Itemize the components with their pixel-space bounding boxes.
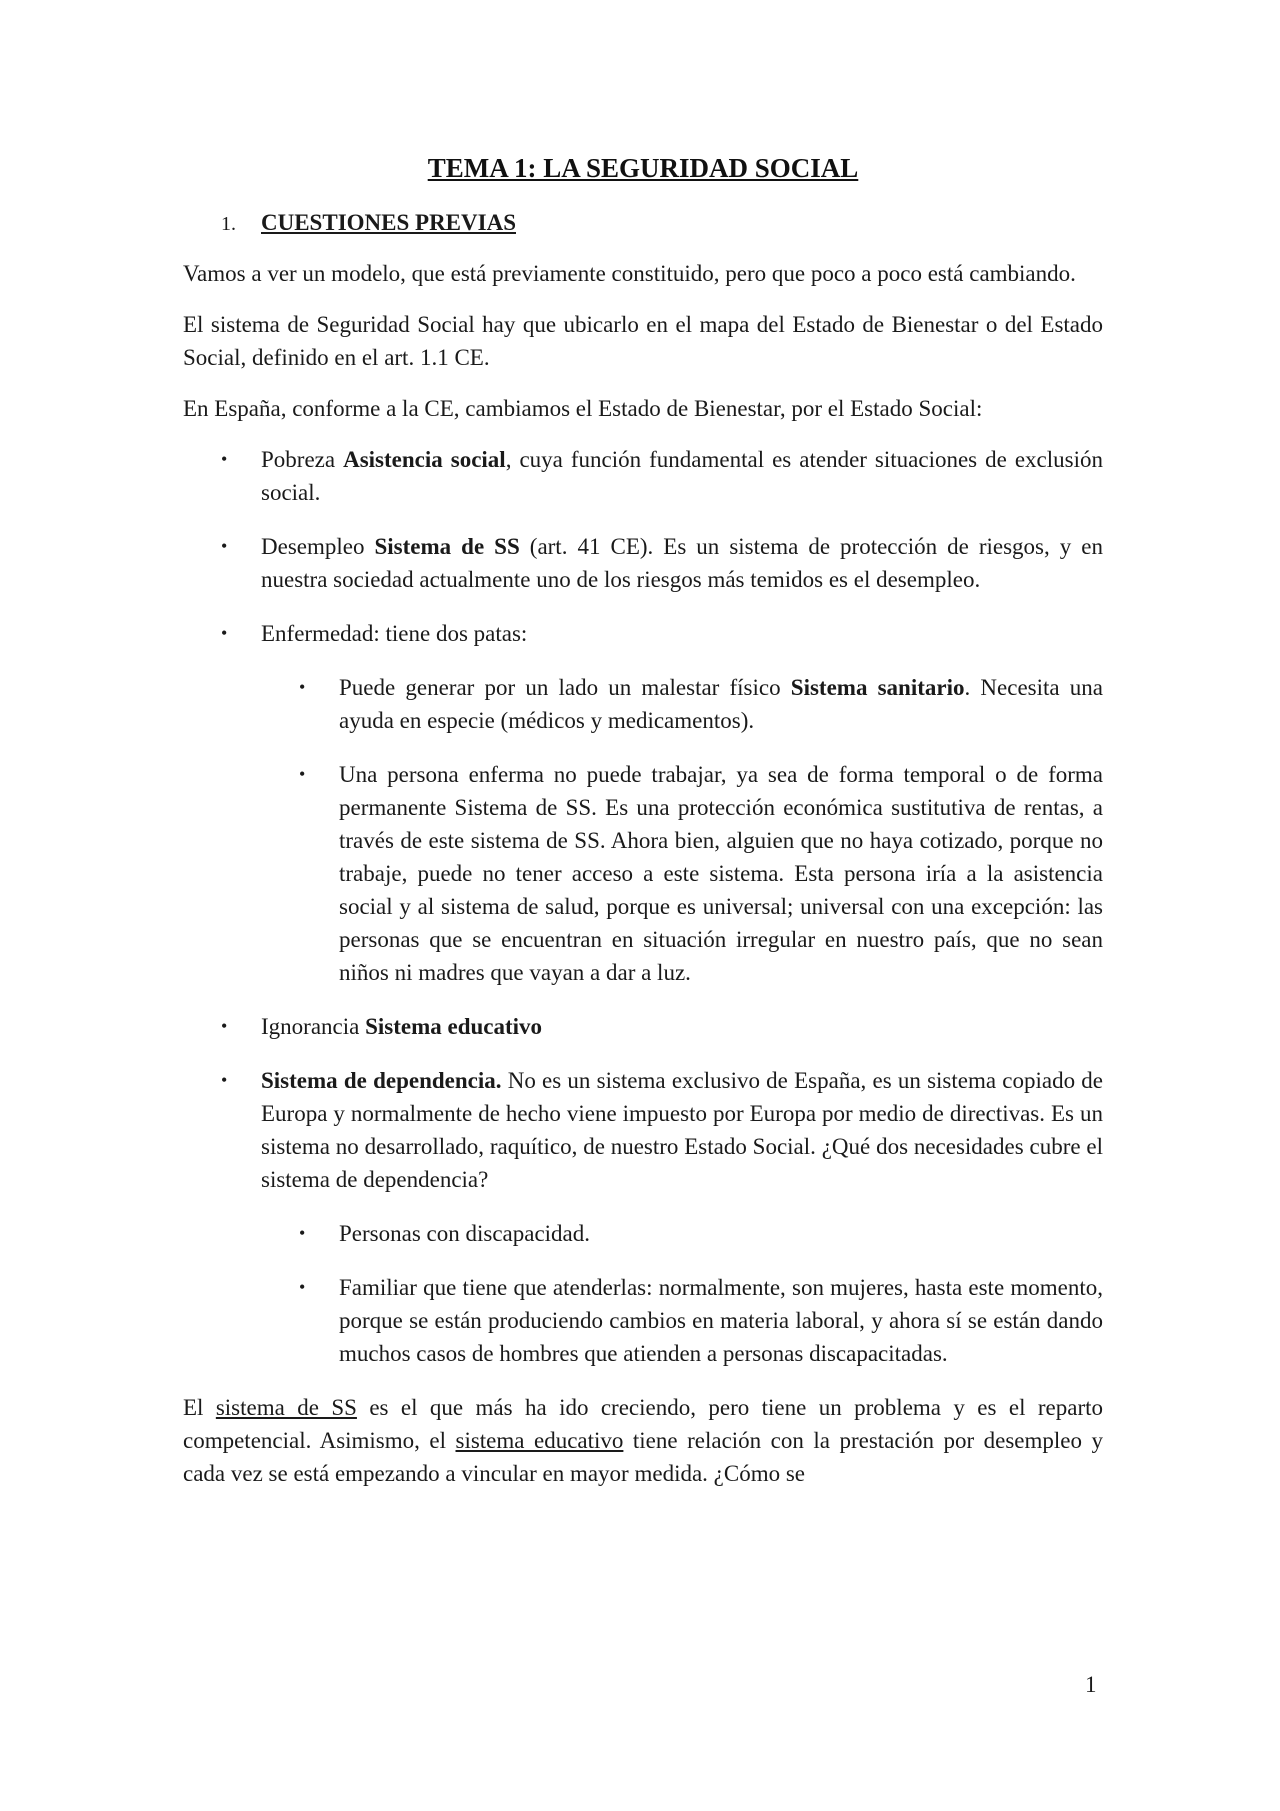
list-item-enfermedad (183, 617, 1103, 989)
sub-item-familiar (261, 1271, 1103, 1370)
item-text: Personas con discapacidad. (339, 1221, 591, 1246)
item-lead: Ignorancia (261, 1014, 366, 1039)
bullet-icon: • (299, 1223, 306, 1243)
sub-list-enfermedad (261, 671, 1103, 989)
list-item-dependencia (183, 1064, 1103, 1370)
sub-list-dependencia (261, 1217, 1103, 1370)
page-number: 1 (1085, 1672, 1097, 1697)
paragraph-ubicacion: El sistema de Seguridad Social hay que ubicarlo en el mapa del Estado de Bienestar o del Estado Social, definido en el art. 1.1 CE. (183, 312, 1103, 370)
item-rest: , cuya función fundamental es atender situaciones de exclusión social. (261, 447, 1103, 505)
closing-text: es el que más ha ido creciendo, pero tiene un problema y es el reparto competencial. Asimismo, el (183, 1395, 1103, 1453)
item-rest: (art. 41 CE). Es un sistema de protección de riesgos, y en nuestra sociedad actualmente uno de los riesgos más temidos es el desempleo. (261, 534, 1103, 592)
item-text: Familiar que tiene que atenderlas: normalmente, son mujeres, hasta este momento, porque se están produciendo cambios en materia laboral, y ahora sí se están dando muchos casos de hombres que atienden a personas discapacitadas. (339, 1275, 1103, 1366)
bullet-icon: • (299, 1277, 306, 1297)
sub-item-trabajo (261, 758, 1103, 989)
bullet-icon: • (221, 449, 228, 469)
section-title: CUESTIONES PREVIAS (261, 210, 516, 235)
bullet-icon: • (299, 677, 306, 697)
bullet-icon: • (221, 623, 228, 643)
item-bold: Sistema de SS (374, 534, 520, 559)
item-lead: Pobreza (261, 447, 344, 472)
section-heading (221, 206, 1103, 241)
list-item-desempleo (183, 530, 1103, 596)
list-item-ignorancia (183, 1010, 1103, 1043)
item-rest: . Necesita una ayuda en especie (médicos y medicamentos). (339, 675, 1103, 733)
item-lead: Puede generar por un lado un malestar físico (339, 675, 791, 700)
item-rest: No es un sistema exclusivo de España, es un sistema copiado de Europa y normalmente de hecho viene impuesto por Europa por medio de directivas. Es un sistema no desarrollado, raquítico, de nuestro Estado Social. ¿Qué dos necesidades cubre el sistema de dependencia? (261, 1068, 1103, 1192)
item-bold: Asistencia social (343, 447, 506, 472)
document-page (183, 150, 1103, 1508)
closing-text: tiene relación con la prestación por desempleo y cada vez se está empezando a vincular en mayor medida. ¿Cómo se (183, 1428, 1103, 1486)
document-title: TEMA 1: LA SEGURIDAD SOCIAL (427, 153, 859, 183)
closing-underline: sistema educativo (455, 1428, 624, 1453)
item-text: Enfermedad: tiene dos patas: (261, 621, 528, 646)
paragraph-intro: Vamos a ver un modelo, que está previamente constituido, pero que poco a poco está cambiando. (183, 261, 1076, 286)
bullet-icon: • (221, 1016, 228, 1036)
sub-item-discapacidad (261, 1217, 1103, 1250)
item-bold: Sistema educativo (365, 1014, 543, 1039)
list-item-pobreza (183, 443, 1103, 509)
section-number: 1. (221, 213, 236, 235)
bullet-icon: • (221, 536, 228, 556)
item-lead: Desempleo (261, 534, 375, 559)
sub-item-malestar (261, 671, 1103, 737)
bullet-icon: • (221, 1070, 228, 1090)
needs-list (183, 443, 1103, 1370)
item-bold: Sistema sanitario (790, 675, 965, 700)
closing-text: El (183, 1395, 216, 1420)
item-text: Una persona enferma no puede trabajar, ya sea de forma temporal o de forma permanente Sistema de SS. Es una protección económica sustitutiva de rentas, a través de este sistema de SS. Ahora bien, alguien que no haya cotizado, porque no trabaje, puede no tener acceso a este sistema. Esta persona iría a la asistencia social y al sistema de salud, porque es universal; universal con una excepción: las personas que se encuentran en situación irregular en nuestro país, que no sean niños ni madres que vayan a dar a luz. (339, 762, 1103, 985)
closing-underline: sistema de SS (215, 1395, 357, 1420)
bullet-icon: • (299, 764, 306, 784)
item-bold: Sistema de dependencia. (261, 1068, 502, 1093)
paragraph-espana: En España, conforme a la CE, cambiamos el Estado de Bienestar, por el Estado Social: (183, 396, 983, 421)
paragraph-closing (183, 1391, 1103, 1490)
